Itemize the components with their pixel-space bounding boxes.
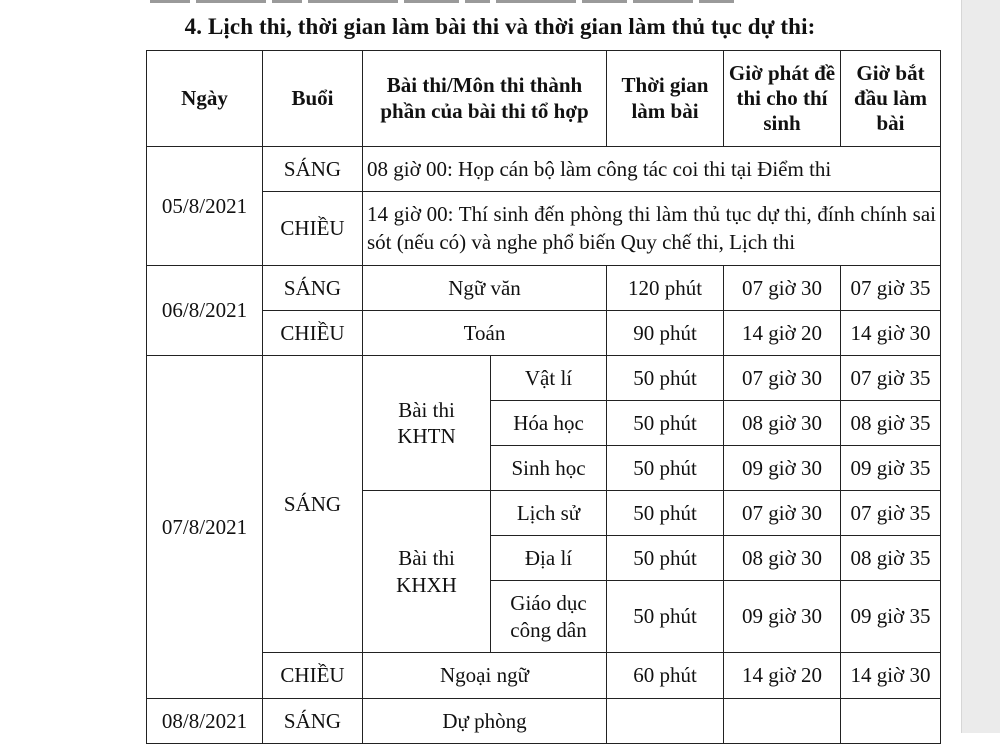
start-cell: 14 giờ 30 — [841, 653, 941, 699]
duration-cell: 90 phút — [607, 311, 724, 356]
distribute-cell: 08 giờ 30 — [724, 401, 841, 446]
table-row — [147, 356, 941, 401]
subject-cell: Ngoại ngữ — [363, 653, 607, 699]
subject-cell: Hóa học — [491, 401, 607, 446]
distribute-cell — [724, 699, 841, 744]
table-row — [147, 266, 941, 311]
header-date: Ngày — [147, 51, 263, 147]
session-cell: SÁNG — [263, 699, 363, 744]
header-subject: Bài thi/Môn thi thành phần của bài thi tổ hợp — [363, 51, 607, 147]
exam-schedule-table — [146, 50, 941, 744]
date-cell: 05/8/2021 — [147, 147, 263, 266]
session-cell: CHIỀU — [263, 653, 363, 699]
duration-cell — [607, 699, 724, 744]
distribute-cell: 07 giờ 30 — [724, 266, 841, 311]
table-row — [147, 147, 941, 192]
duration-cell: 50 phút — [607, 491, 724, 536]
duration-cell: 120 phút — [607, 266, 724, 311]
start-cell: 08 giờ 35 — [841, 401, 941, 446]
session-cell: SÁNG — [263, 147, 363, 192]
subject-cell: Giáo dục công dân — [491, 581, 607, 653]
distribute-cell: 09 giờ 30 — [724, 581, 841, 653]
duration-cell: 50 phút — [607, 401, 724, 446]
duration-cell: 50 phút — [607, 356, 724, 401]
distribute-cell: 07 giờ 30 — [724, 491, 841, 536]
start-cell: 07 giờ 35 — [841, 491, 941, 536]
start-cell: 09 giờ 35 — [841, 581, 941, 653]
table-row — [147, 653, 941, 699]
subject-cell: Toán — [363, 311, 607, 356]
header-distribute-time: Giờ phát đề thi cho thí sinh — [724, 51, 841, 147]
header-duration: Thời gian làm bài — [607, 51, 724, 147]
start-cell: 07 giờ 35 — [841, 266, 941, 311]
note-cell: 14 giờ 00: Thí sinh đến phòng thi làm thủ tục dự thi, đính chính sai sót (nếu có) và nghe phổ biến Quy chế thi, Lịch thi — [363, 192, 941, 266]
date-cell: 06/8/2021 — [147, 266, 263, 356]
start-cell — [841, 699, 941, 744]
date-cell: 08/8/2021 — [147, 699, 263, 744]
start-cell: 07 giờ 35 — [841, 356, 941, 401]
duration-cell: 60 phút — [607, 653, 724, 699]
distribute-cell: 08 giờ 30 — [724, 536, 841, 581]
subject-cell: Vật lí — [491, 356, 607, 401]
subject-cell: Dự phòng — [363, 699, 607, 744]
subject-cell: Ngữ văn — [363, 266, 607, 311]
distribute-cell: 14 giờ 20 — [724, 653, 841, 699]
section-heading: 4. Lịch thi, thời gian làm bài thi và thời gian làm thủ tục dự thi: — [184, 14, 816, 39]
table-row — [147, 192, 941, 266]
table-row — [147, 699, 941, 744]
subject-cell: Sinh học — [491, 446, 607, 491]
cut-off-previous-line — [150, 0, 870, 6]
viewer-side-panel — [961, 0, 1000, 733]
note-cell: 08 giờ 00: Họp cán bộ làm công tác coi thi tại Điểm thi — [363, 147, 941, 192]
duration-cell: 50 phút — [607, 581, 724, 653]
table-row — [147, 311, 941, 356]
header-session: Buổi — [263, 51, 363, 147]
start-cell: 09 giờ 35 — [841, 446, 941, 491]
distribute-cell: 07 giờ 30 — [724, 356, 841, 401]
start-cell: 14 giờ 30 — [841, 311, 941, 356]
group-khxh-cell: Bài thi KHXH — [363, 491, 491, 653]
duration-cell: 50 phút — [607, 536, 724, 581]
session-cell: CHIỀU — [263, 192, 363, 266]
duration-cell: 50 phút — [607, 446, 724, 491]
header-row — [147, 51, 941, 147]
session-cell: CHIỀU — [263, 311, 363, 356]
start-cell: 08 giờ 35 — [841, 536, 941, 581]
group-khtn-cell: Bài thi KHTN — [363, 356, 491, 491]
distribute-cell: 14 giờ 20 — [724, 311, 841, 356]
distribute-cell: 09 giờ 30 — [724, 446, 841, 491]
session-cell: SÁNG — [263, 266, 363, 311]
subject-cell: Địa lí — [491, 536, 607, 581]
subject-cell: Lịch sử — [491, 491, 607, 536]
session-cell: SÁNG — [263, 356, 363, 653]
header-start-time: Giờ bắt đầu làm bài — [841, 51, 941, 147]
date-cell: 07/8/2021 — [147, 356, 263, 699]
